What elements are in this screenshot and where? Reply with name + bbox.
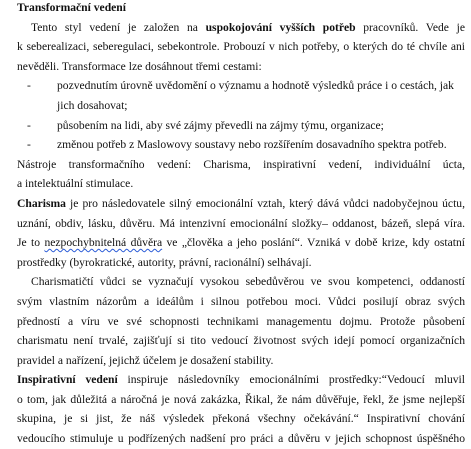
list-item bbox=[17, 116, 465, 136]
paragraph-line bbox=[17, 18, 465, 38]
paragraph-line: a intelektuální stimulace. bbox=[17, 177, 134, 191]
spellcheck-underlined-phrase: nezpochybnitelná důvěra bbox=[44, 236, 163, 250]
text-run: inspiruje následovníky emocionálními prostředky:“Vedoucí mluvil bbox=[117, 373, 465, 387]
list-item-text: pozvednutím úrovně uvědomění o významu a hodnotě výsledků práce i o cestách, jak bbox=[57, 79, 454, 93]
bold-term: Charisma bbox=[17, 196, 66, 210]
paragraph-line bbox=[17, 370, 465, 390]
text-run: je pro následovatele silný emocionální vztah, který dává vůdci nadobyčejnou úctu, bbox=[65, 196, 465, 210]
text-run: Tento styl vedení je založen na bbox=[31, 20, 206, 34]
paragraph-line: Charismatičtí vůdci se vyznačují vysokou sebedůvěrou ve svou kompetenci, oddaností bbox=[31, 275, 465, 289]
paragraph-line: charismatu není trvalé, zajišťují si tito vedoucí životnost svých idejí pomocí organizačních bbox=[17, 334, 465, 348]
text-run: ve „člověka a jeho poslání“. Vzniká v době krize, kdy ostatní bbox=[162, 236, 465, 250]
list-item-text: působením na lidi, aby své zájmy převedli na zájmy týmu, organizace; bbox=[57, 118, 384, 132]
list-item bbox=[17, 135, 465, 155]
paragraph-line: vedoucího stimuluje u podřízených nadšení pro práci a důvěru v jejich schopnost úspěšného bbox=[17, 432, 465, 446]
bullet-dash: - bbox=[27, 138, 31, 152]
paragraph-line: skupina, je si jist, že náš výsledek překoná všechny očekávání.“ Inspirativní chování bbox=[17, 412, 465, 426]
paragraph-line: nevěděli. Transformace lze dosáhnout třemi cestami: bbox=[17, 59, 262, 73]
paragraph-line: k seberealizaci, seberegulaci, sebekontrole. Probouzí v nich potřeby, o kterých do té chvíle ani bbox=[17, 40, 465, 54]
paragraph-line bbox=[17, 233, 465, 253]
text-run: pracovníků. Vede je bbox=[355, 20, 465, 34]
bullet-dash: - bbox=[27, 79, 31, 93]
bold-phrase: uspokojování vyšších potřeb bbox=[205, 20, 356, 34]
text-run: Je to bbox=[17, 236, 45, 250]
section-heading: Transformační vedení bbox=[17, 1, 126, 14]
bold-term: Inspirativní vedení bbox=[17, 373, 118, 387]
paragraph-line: prostředky (byrokratické, autority, právní, racionální) selhávají. bbox=[17, 255, 312, 269]
paragraph-line: uznání, obdiv, lásku, důvěru. Má intenzivní emocionální složky– oddanost, bázeň, slepá víra. bbox=[17, 216, 465, 230]
paragraph-line: předností a víru ve své schopnosti technikami managementu dojmu. Protože působení bbox=[17, 314, 465, 328]
list-item-text: změnou potřeb z Maslowovy soustavy nebo rozšířením dosavadního spektra potřeb. bbox=[57, 138, 447, 152]
paragraph-line: pravidel a nařízení, jejichž účelem je dosažení stability. bbox=[17, 353, 274, 367]
paragraph-line: o tom, jak důležitá a náročná je nová zakázka, Řikal, že nám důvěřuje, řekl, že jsme nejlepší bbox=[17, 392, 465, 406]
paragraph-line: Nástroje transformačního vedení: Charisma, inspirativní vedení, individuální úcta, bbox=[17, 157, 465, 171]
bullet-dash: - bbox=[27, 118, 31, 132]
paragraph-line: svým vlastním názorům a ideálům i silnou potřebou moci. Vůdci posilují obraz svých bbox=[17, 294, 465, 308]
list-item-continuation: jich dosahovat; bbox=[57, 98, 128, 112]
list-item bbox=[17, 76, 465, 96]
paragraph-line bbox=[17, 194, 465, 214]
